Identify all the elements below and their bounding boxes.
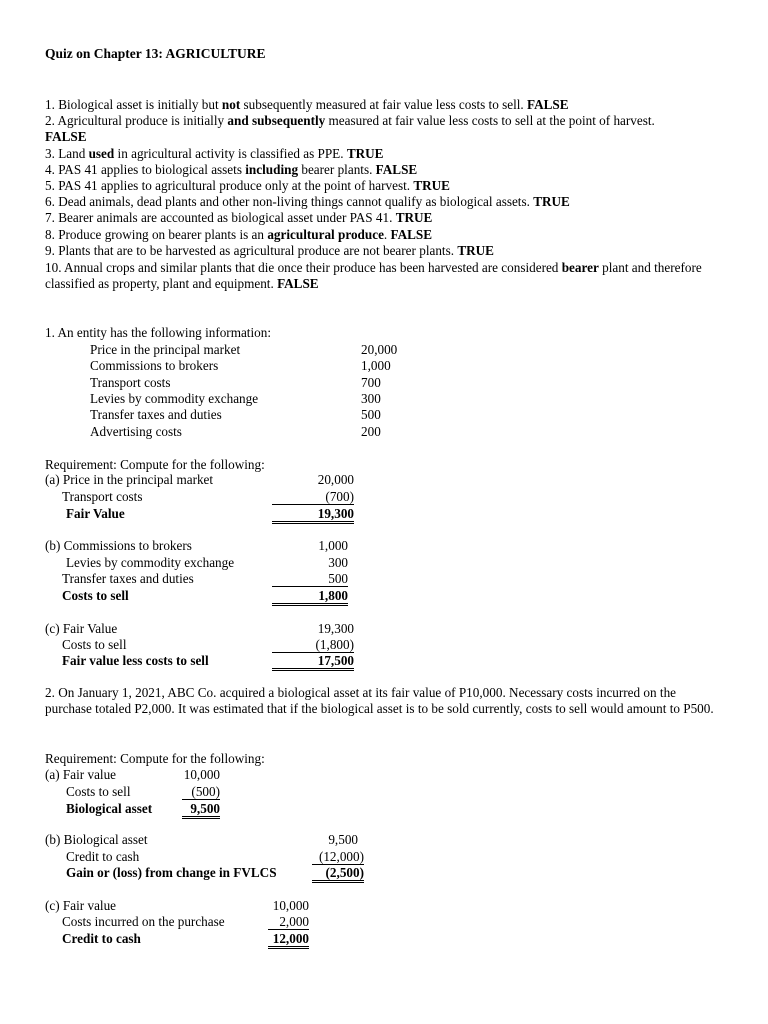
info-label: Advertising costs [90,424,182,439]
info-value: 700 [361,375,381,390]
p2b-line2-label: Credit to cash [66,849,140,864]
p2c-line2-value: 2,000 [268,914,309,930]
p2a-line1-value: 10,000 [183,767,220,782]
p2c-line1-label: (c) Fair value [45,898,117,913]
p1a-line2-value: (700) [272,489,354,505]
tf-item-10: 10. Annual crops and similar plants that die once their produce has been harvested are considered bearer plant and therefore classified as property, plant and equipment. FALSE [45,260,702,292]
info-label: Commissions to brokers [90,358,219,373]
p1c-line2-label: Costs to sell [62,637,127,652]
info-label: Transport costs [90,375,171,390]
p2b-total-label: Gain or (loss) from change in FVLCS [66,865,277,880]
p2b-line1-label: (b) Biological asset [45,832,148,847]
tf-item-2: 2. Agricultural produce is initially and subsequently measured at fair value less costs to sell at the point of harvest. FALSE [45,113,655,145]
p1a-total-value: 19,300 [272,506,354,524]
p1c-line1-label: (c) Fair Value [45,621,118,636]
p1b-line1-value: 1,000 [318,538,348,553]
info-value: 20,000 [361,342,398,357]
p2b-line1-value: 9,500 [328,832,358,847]
info-label: Transfer taxes and duties [90,407,222,422]
p1c-total-value: 17,500 [272,653,354,671]
p1c-total-label: Fair value less costs to sell [62,653,209,668]
tf-item-8: 8. Produce growing on bearer plants is an agricultural produce. FALSE [45,227,433,242]
p2a-line1-label: (a) Fair value [45,767,117,782]
p1b-line1-label: (b) Commissions to brokers [45,538,192,553]
p2c-total-label: Credit to cash [62,931,141,946]
p2a-total-label: Biological asset [66,801,153,816]
p1b-line3-label: Transfer taxes and duties [62,571,194,586]
problem-2-intro: 2. On January 1, 2021, ABC Co. acquired a biological asset at its fair value of P10,000. Necessary costs incurred on the purchase totaled P2,000. It was estimated that if the biological asset is to be sold currently, costs to sell would amount to P500. [45,685,714,717]
problem-2-requirement: Requirement: Compute for the following: [45,751,265,766]
tf-item-3: 3. Land used in agricultural activity is classified as PPE. TRUE [45,146,384,161]
tf-item-4: 4. PAS 41 applies to biological assets including bearer plants. FALSE [45,162,418,177]
p1a-line1-value: 20,000 [317,472,354,487]
info-value: 500 [361,407,381,422]
p1b-total-value: 1,800 [272,588,348,606]
p2b-total-value: (2,500) [312,865,364,883]
p2a-total-value: 9,500 [182,801,220,819]
info-label: Price in the principal market [90,342,241,357]
p1b-line2-label: Levies by commodity exchange [66,555,235,570]
info-value: 200 [361,424,381,439]
p2c-line1-value: 10,000 [272,898,309,913]
p1b-line3-value: 500 [272,571,348,587]
p1c-line1-value: 19,300 [317,621,354,636]
p1a-line2-label: Transport costs [62,489,143,504]
problem-1-requirement: Requirement: Compute for the following: [45,457,265,472]
p2a-line2-label: Costs to sell [66,784,131,799]
p1b-total-label: Costs to sell [62,588,129,603]
problem-1-intro: 1. An entity has the following information: [45,325,271,340]
p2b-line2-value: (12,000) [312,849,364,865]
tf-item-9: 9. Plants that are to be harvested as agricultural produce are not bearer plants. TRUE [45,243,494,258]
p2c-total-value: 12,000 [268,931,309,949]
tf-item-6: 6. Dead animals, dead plants and other non-living things cannot qualify as biological assets. TRUE [45,194,570,209]
info-value: 1,000 [361,358,391,373]
info-label: Levies by commodity exchange [90,391,259,406]
tf-item-1: 1. Biological asset is initially but not subsequently measured at fair value less costs to sell. FALSE [45,97,569,112]
tf-item-7: 7. Bearer animals are accounted as biological asset under PAS 41. TRUE [45,210,433,225]
info-value: 300 [361,391,381,406]
p2a-line2-value: (500) [182,784,220,800]
p2c-line2-label: Costs incurred on the purchase [62,914,225,929]
p1a-line1-label: (a) Price in the principal market [45,472,214,487]
p1c-line2-value: (1,800) [272,637,354,653]
tf-item-5: 5. PAS 41 applies to agricultural produce only at the point of harvest. TRUE [45,178,450,193]
page-title: Quiz on Chapter 13: AGRICULTURE [45,46,266,61]
p1a-total-label: Fair Value [66,506,125,521]
p1b-line2-value: 300 [328,555,348,570]
